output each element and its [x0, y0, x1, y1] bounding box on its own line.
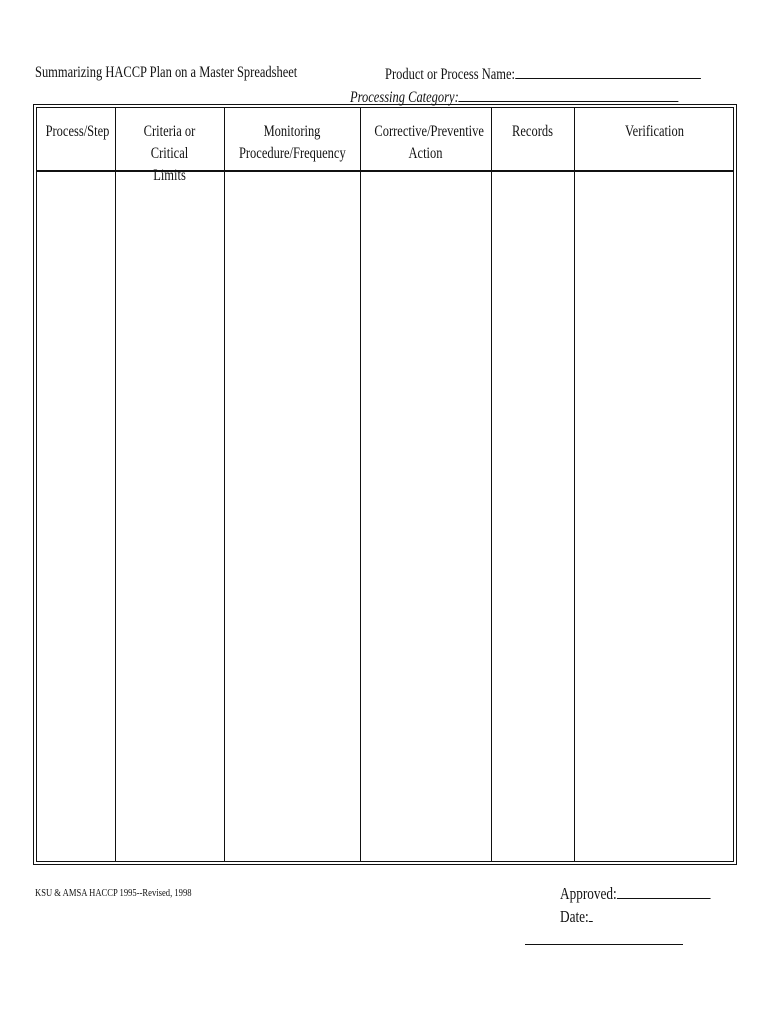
- cell-critical-limits[interactable]: [116, 172, 224, 861]
- processing-category-label: Processing Category:: [350, 89, 459, 106]
- cell-monitoring[interactable]: [225, 172, 360, 861]
- product-name-input[interactable]: [515, 64, 701, 79]
- haccp-table: [33, 104, 737, 865]
- product-name-label: Product or Process Name:: [385, 66, 515, 83]
- cell-process-step[interactable]: [37, 172, 115, 861]
- cell-corrective-action[interactable]: [361, 172, 491, 861]
- approved-field: [560, 883, 753, 904]
- column-header-critical-limits: Criteria or Critical Limits: [143, 123, 196, 184]
- footer-credit: KSU & AMSA HACCP 1995--Revised, 1998: [35, 887, 192, 899]
- signature-line[interactable]: [525, 944, 683, 945]
- date-input[interactable]: [589, 906, 593, 922]
- product-name-field: [385, 64, 770, 84]
- column-header-corrective-action: Corrective/Preventive Action: [374, 123, 484, 162]
- form-title: Summarizing HACCP Plan on a Master Spreadsheet: [35, 64, 298, 81]
- column-header-verification: Verification: [625, 123, 684, 140]
- haccp-table-grid: [36, 107, 734, 862]
- date-field: [560, 906, 602, 927]
- date-label: Date:: [560, 907, 589, 926]
- approved-label: Approved:: [560, 884, 617, 903]
- cell-records[interactable]: [492, 172, 574, 861]
- column-header-records: Records: [512, 123, 553, 140]
- processing-category-input[interactable]: [459, 87, 679, 102]
- column-header-process-step: Process/Step: [45, 123, 110, 140]
- column-header-monitoring: Monitoring Procedure/Frequency: [238, 123, 346, 162]
- cell-verification[interactable]: [575, 172, 733, 861]
- approved-input[interactable]: [617, 883, 711, 899]
